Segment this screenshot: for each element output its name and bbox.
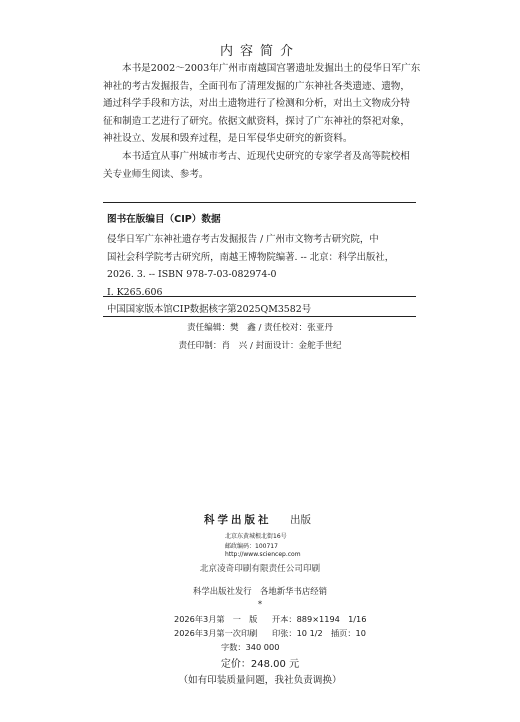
price: 定价：248.00 元 — [220, 659, 300, 670]
cip-line: 国社会科学院考古研究所，南越王博物院编著. -- 北京：科学出版社， — [107, 251, 395, 263]
cip-line: 侵华日军广东神社遗存考古发掘报告 / 广州市文物考古研究院，中 — [107, 234, 379, 245]
intro-paragraph-1 — [103, 60, 421, 148]
publisher-suffix: 出版 — [290, 514, 311, 526]
cip-heading: 图书在版编目（CIP）数据 — [107, 214, 221, 225]
cip-record — [107, 231, 394, 301]
sheets-plates: 印张：10 1/2 插页：10 — [272, 628, 366, 638]
intro-line: 关专业师生阅读、参考。 — [103, 168, 209, 180]
publisher-website: http://www.sciencep.com — [225, 551, 301, 558]
cip-mid-rule — [103, 296, 416, 297]
separator-star: * — [258, 600, 262, 609]
format-size: 开本：889×1194 1/16 — [272, 614, 367, 624]
cip-data-number: 中国国家版本馆CIP数据核字第2025QM3582号 — [107, 304, 312, 315]
intro-line: 神社的考古发掘报告，全面刊布了清理发掘的广东神社各类遗迹、遗物， — [103, 80, 410, 92]
quality-notice: （如有印装质量问题，我社负责调换） — [178, 675, 342, 686]
cip-bottom-rule — [103, 316, 416, 317]
publisher-logo: 科学出版社 — [204, 514, 272, 526]
printing-date: 2026年3月第一次印刷 — [174, 628, 258, 638]
printer-line: 北京凌奇印刷有限责任公司印刷 — [199, 564, 321, 574]
intro-line: 神社设立、发展和毁弃过程，是日军侵华史研究的新资料。 — [103, 133, 353, 144]
intro-line: 本书是2002～2003年广州市南越国宫署遗址发掘出土的侵华日军广东 — [122, 63, 421, 74]
staff-editors: 责任编辑：樊 鑫 / 责任校对：张亚丹 — [187, 323, 333, 333]
publisher-address: 北京东黄城根北街16号 — [225, 533, 287, 540]
intro-paragraph-2 — [103, 148, 421, 183]
cip-line: 2026. 3. -- ISBN 978-7-03-082974-0 — [107, 269, 277, 280]
distribution-line: 科学出版社发行 各地新华书店经销 — [193, 586, 327, 596]
staff-production: 责任印制：肖 兴 / 封面设计：金舵手世纪 — [178, 341, 342, 351]
intro-line: 本书适宜从事广州城市考古、近现代史研究的专家学者及高等院校相 — [122, 151, 410, 162]
intro-line: 征和制造工艺进行了研究。依据文献资料，探讨了广东神社的祭祀对象， — [103, 115, 410, 127]
intro-line: 通过科学手段和方法，对出土遗物进行了检测和分析，对出土文物成分特 — [103, 98, 410, 109]
cip-top-rule — [103, 202, 416, 203]
intro-title: 内容简介 — [219, 44, 300, 59]
cip-line: Ⅰ. K265.606 — [107, 286, 163, 298]
publisher-postcode: 邮政编码：100717 — [225, 543, 278, 550]
edition-date: 2026年3月第 一 版 — [174, 614, 258, 624]
word-count: 字数：340 000 — [221, 642, 280, 652]
